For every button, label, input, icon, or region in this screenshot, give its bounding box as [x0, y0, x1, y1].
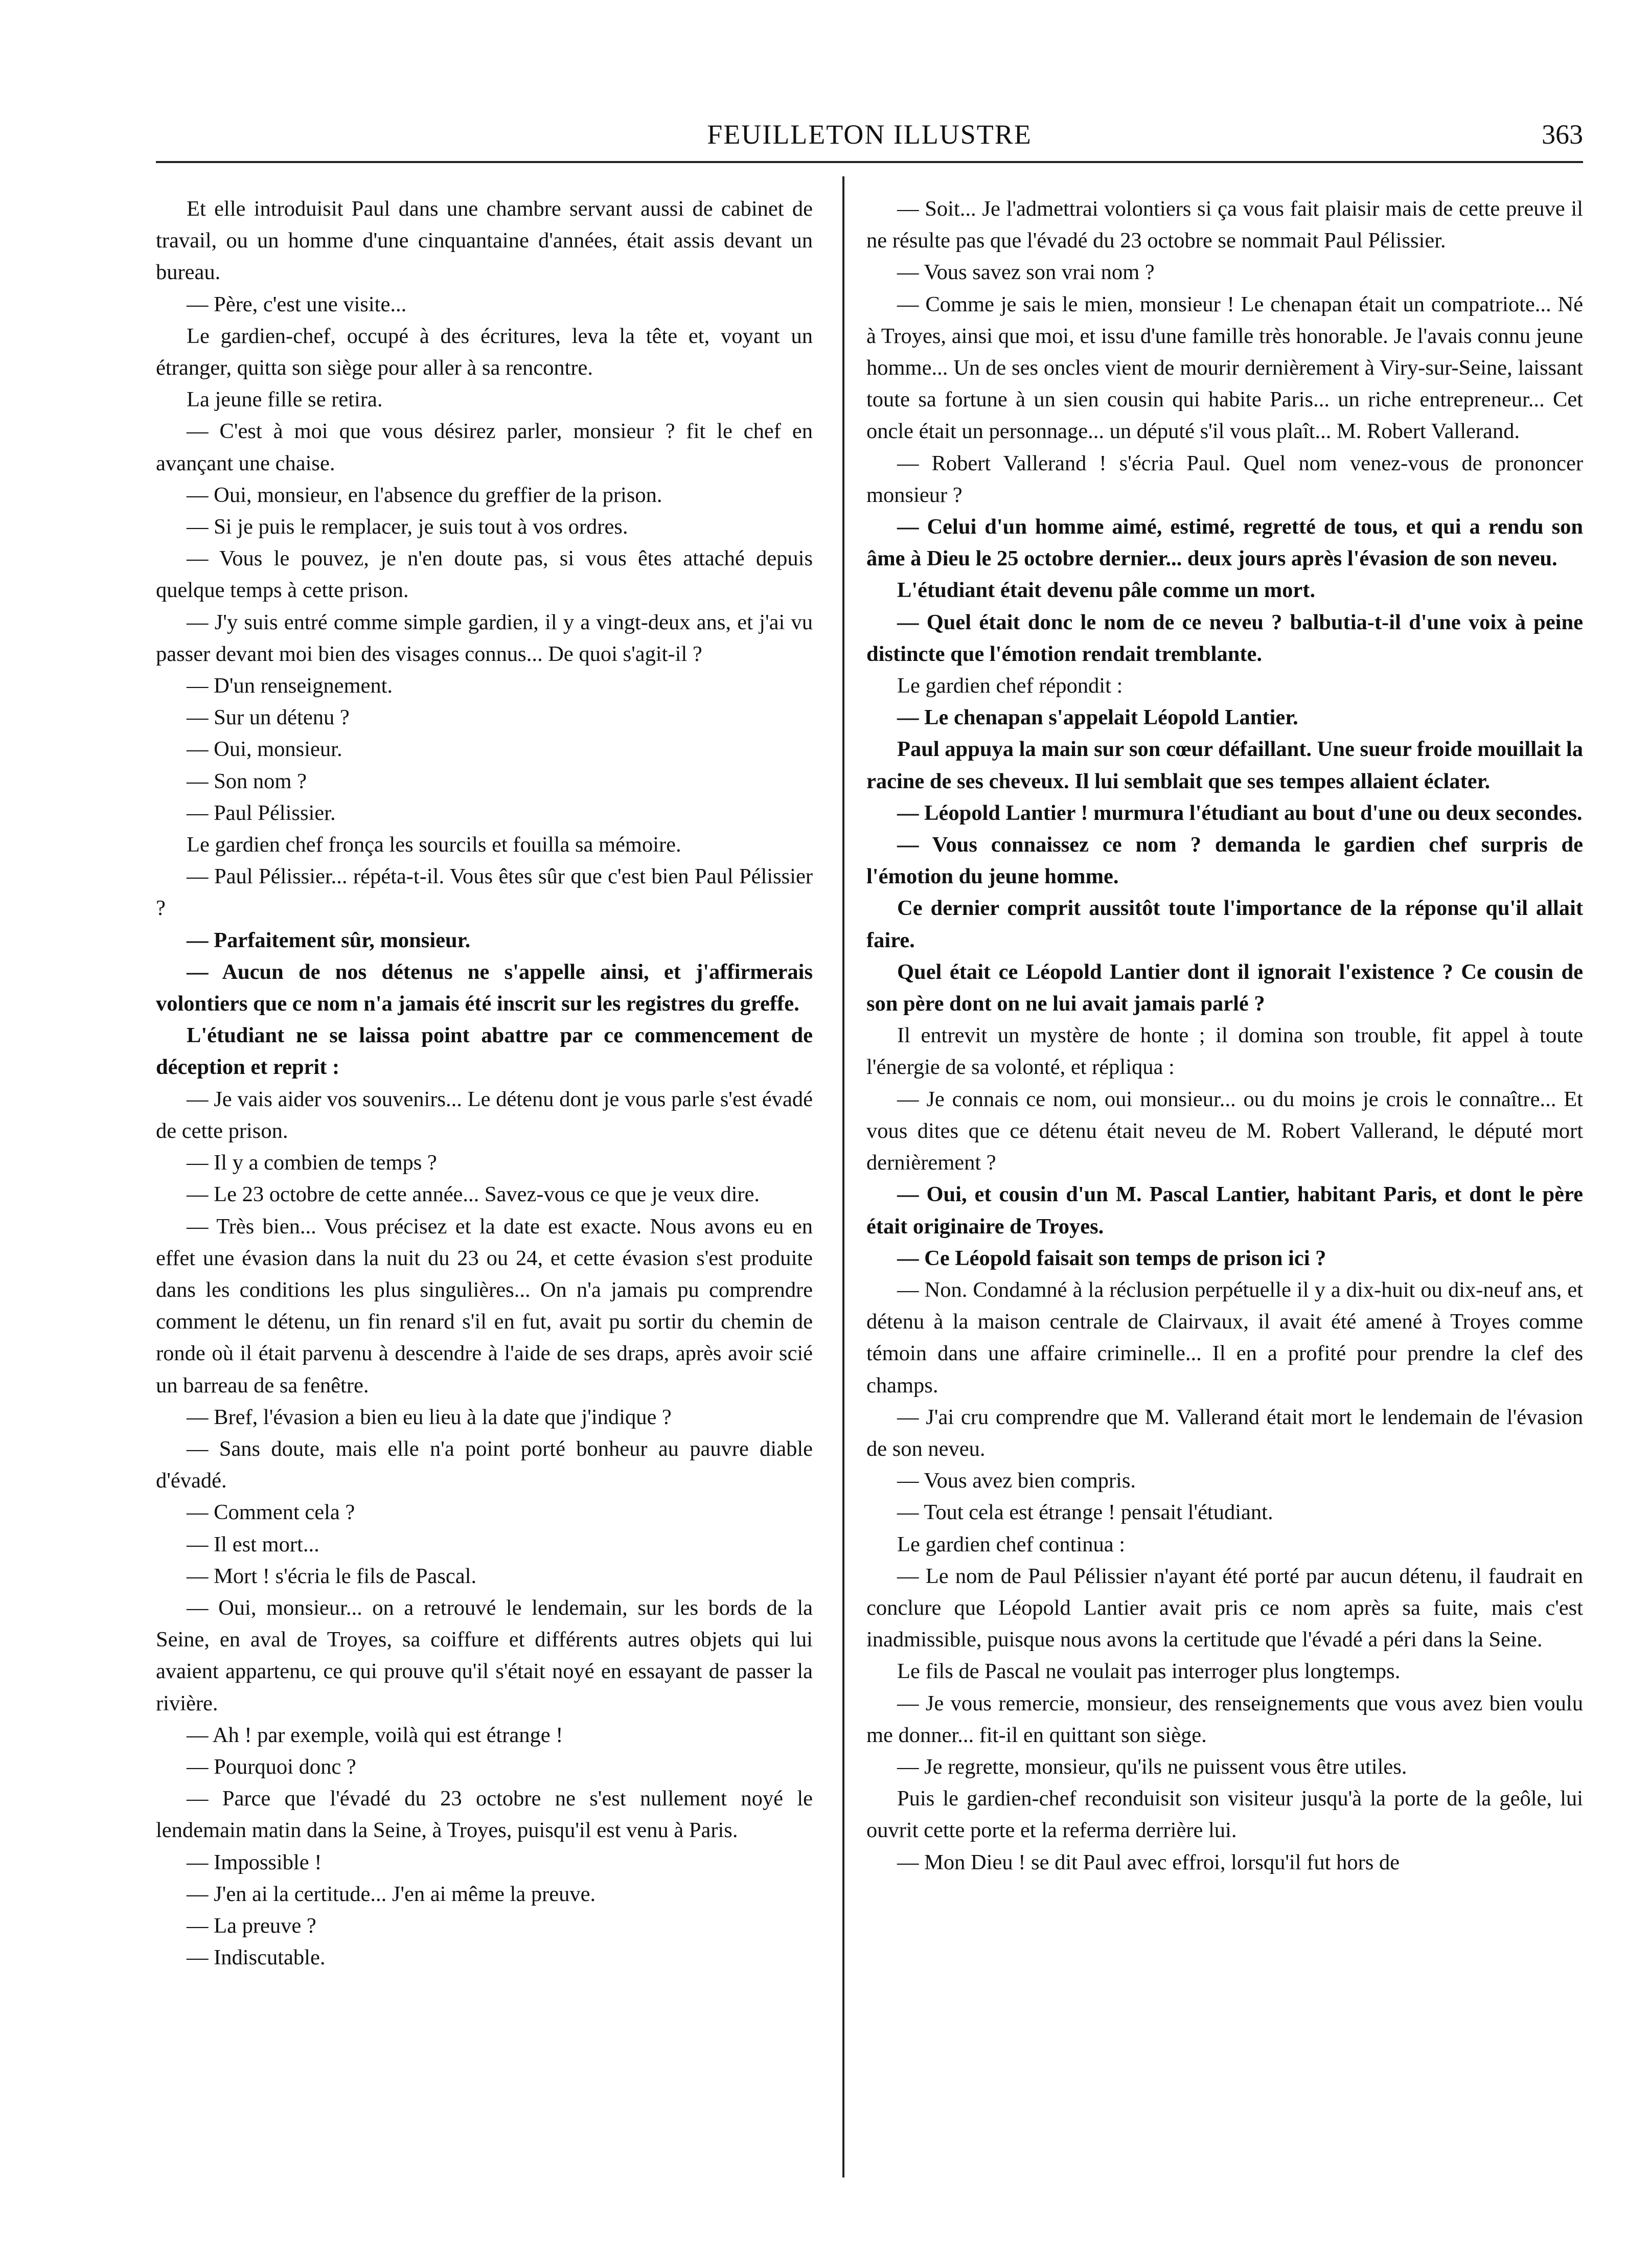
- paragraph: — Oui, monsieur, en l'absence du greffier de la prison.: [187, 483, 662, 507]
- paragraph: — J'ai cru comprendre que M. Vallerand était mort le lendemain de l'évasion de son neveu.: [866, 1405, 1583, 1461]
- paragraph: — Je regrette, monsieur, qu'ils ne puissent vous être utiles.: [897, 1754, 1407, 1779]
- paragraph: — Paul Pélissier... répéta-t-il. Vous êtes sûr que c'est bien Paul Pélissier ?: [156, 864, 813, 921]
- paragraph: — Quel était donc le nom de ce neveu ? balbutia-t-il d'une voix à peine distincte que l'émotion rendait tremblante.: [866, 610, 1583, 666]
- paragraph: — Vous le pouvez, je n'en doute pas, si vous êtes attaché depuis quelque temps à cette prison.: [156, 546, 813, 603]
- paragraph: Le gardien chef continua :: [897, 1532, 1126, 1556]
- paragraph: — Je vous remercie, monsieur, des renseignements que vous avez bien voulu me donner... fit-il en quittant son siège.: [866, 1691, 1583, 1747]
- running-title: FEUILLETON ILLUSTRE: [707, 119, 1032, 150]
- header-rule: [156, 161, 1583, 163]
- paragraph: — J'en ai la certitude... J'en ai même la preuve.: [187, 1882, 596, 1906]
- paragraph: Quel était ce Léopold Lantier dont il ignorait l'existence ? Ce cousin de son père dont on ne lui avait jamais parlé ?: [866, 959, 1583, 1016]
- paragraph: Puis le gardien-chef reconduisit son visiteur jusqu'à la porte de la geôle, lui ouvrit cette porte et la referma derrière lui.: [866, 1786, 1583, 1843]
- right-column: [866, 193, 1583, 1878]
- paragraph: Il entrevit un mystère de honte ; il domina son trouble, fit appel à toute l'énergie de sa volonté, et répliqua :: [866, 1023, 1583, 1080]
- paragraph: — Très bien... Vous précisez et la date est exacte. Nous avons eu en effet une évasion dans la nuit du 23 ou 24, et cette évasion s'est produite dans les conditions les plus singulières... On n'a jamais pu comprendre comment le détenu, un fin renard s'il en fut, avait pu sortir du chemin de ronde où il était parvenu à descendre à l'aide de ses draps, après avoir scié un barreau de sa fenêtre.: [156, 1214, 813, 1398]
- paragraph: — La preuve ?: [187, 1913, 316, 1938]
- paragraph: — Léopold Lantier ! murmura l'étudiant au bout d'une ou deux secondes.: [897, 800, 1583, 825]
- paragraph: — Le 23 octobre de cette année... Savez-vous ce que je veux dire.: [187, 1182, 760, 1207]
- paragraph: — Il est mort...: [187, 1532, 319, 1556]
- paragraph: — Non. Condamné à la réclusion perpétuelle il y a dix-huit ou dix-neuf ans, et détenu à la maison centrale de Clairvaux, il avait été amené à Troyes comme témoin dans une affaire criminelle... Il en a profité pour prendre la clef des champs.: [866, 1277, 1583, 1398]
- page-header: [156, 119, 1583, 159]
- paragraph: — Mort ! s'écria le fils de Pascal.: [187, 1564, 477, 1588]
- paragraph: — Paul Pélissier.: [187, 800, 336, 825]
- paragraph: — Robert Vallerand ! s'écria Paul. Quel nom venez-vous de prononcer monsieur ?: [866, 451, 1583, 507]
- paragraph: — Mon Dieu ! se dit Paul avec effroi, lorsqu'il fut hors de: [897, 1850, 1400, 1874]
- paragraph: — Je connais ce nom, oui monsieur... ou du moins je crois le connaître... Et vous dites que ce détenu était neveu de M. Robert Vallerand, le député mort dernièrement ?: [866, 1087, 1583, 1175]
- paragraph: — Vous connaissez ce nom ? demanda le gardien chef surpris de l'émotion du jeune homme.: [866, 833, 1583, 889]
- paragraph: Ce dernier comprit aussitôt toute l'importance de la réponse qu'il allait faire.: [866, 896, 1583, 952]
- paragraph: — Il y a combien de temps ?: [187, 1151, 437, 1175]
- paragraph: — Oui, monsieur.: [187, 737, 342, 762]
- paragraph: — J'y suis entré comme simple gardien, il y a vingt-deux ans, et j'ai vu passer devant moi bien des visages connus... De quoi s'agit-il ?: [156, 610, 813, 666]
- paragraph: — Indiscutable.: [187, 1945, 326, 1970]
- paragraph: — Si je puis le remplacer, je suis tout à vos ordres.: [187, 515, 628, 539]
- paragraph: — Aucun de nos détenus ne s'appelle ainsi, et j'affirmerais volontiers que ce nom n'a jamais été inscrit sur les registres du greffe.: [156, 959, 813, 1016]
- page-number: 363: [1542, 119, 1583, 150]
- paragraph: — Comment cela ?: [187, 1500, 355, 1525]
- paragraph: Le gardien-chef, occupé à des écritures, leva la tête et, voyant un étranger, quitta son siège pour aller à sa rencontre.: [156, 324, 813, 380]
- paragraph: — Le nom de Paul Pélissier n'ayant été porté par aucun détenu, il faudrait en conclure que Léopold Lantier avait pris ce nom après sa fuite, mais c'est inadmissible, puisque nous avons la certitude que l'évadé a péri dans la Seine.: [866, 1564, 1583, 1652]
- paragraph: — Bref, l'évasion a bien eu lieu à la date que j'indique ?: [187, 1405, 672, 1429]
- column-divider: [842, 176, 844, 2178]
- paragraph: — Sur un détenu ?: [187, 705, 350, 730]
- paragraph: — Père, c'est une visite...: [187, 292, 407, 316]
- paragraph: — Pourquoi donc ?: [187, 1754, 356, 1779]
- paragraph: Paul appuya la main sur son cœur défaillant. Une sueur froide mouillait la racine de ses cheveux. Il lui semblait que ses tempes allaient éclater.: [866, 737, 1583, 793]
- paragraph: — Parfaitement sûr, monsieur.: [187, 928, 471, 952]
- paragraph: — Impossible !: [187, 1850, 322, 1874]
- paragraph: — Sans doute, mais elle n'a point porté bonheur au pauvre diable d'évadé.: [156, 1436, 813, 1493]
- paragraph: Le gardien chef fronça les sourcils et fouilla sa mémoire.: [187, 833, 681, 857]
- paragraph: — Ce Léopold faisait son temps de prison ici ?: [897, 1246, 1326, 1270]
- paragraph: Le gardien chef répondit :: [897, 674, 1123, 698]
- paragraph: — Je vais aider vos souvenirs... Le détenu dont je vous parle s'est évadé de cette prison.: [156, 1087, 813, 1143]
- paragraph: — D'un renseignement.: [187, 674, 393, 698]
- paragraph: — Vous savez son vrai nom ?: [897, 260, 1155, 285]
- paragraph: — Parce que l'évadé du 23 octobre ne s'est nullement noyé le lendemain matin dans la Seine, à Troyes, puisqu'il est venu à Paris.: [156, 1786, 813, 1843]
- left-column: [156, 193, 813, 1974]
- paragraph: Le fils de Pascal ne voulait pas interroger plus longtemps.: [897, 1659, 1401, 1684]
- paragraph: — Son nom ?: [187, 769, 307, 793]
- paragraph: — Le chenapan s'appelait Léopold Lantier.: [897, 705, 1298, 730]
- paragraph: — Ah ! par exemple, voilà qui est étrange !: [187, 1723, 563, 1747]
- paragraph: — Oui, monsieur... on a retrouvé le lendemain, sur les bords de la Seine, en aval de Troyes, sa coiffure et différents autres objets qui lui avaient appartenu, ce qui prouve qu'il s'était noyé en essayant de passer la rivière.: [156, 1595, 813, 1715]
- paragraph: L'étudiant ne se laissa point abattre par ce commencement de déception et reprit :: [156, 1023, 813, 1080]
- paragraph: — Vous avez bien compris.: [897, 1469, 1136, 1493]
- paragraph: — Comme je sais le mien, monsieur ! Le chenapan était un compatriote... Né à Troyes, ainsi que moi, et issu d'une famille très honorable. Je l'avais connu jeune homme... Un de ses oncles vient de mourir dernièrement à Viry-sur-Seine, laissant toute sa fortune à un sien cousin qui habite Paris... un riche entrepreneur... Cet oncle était un personnage... un député s'il vous plaît... M. Robert Vallerand.: [866, 292, 1583, 444]
- paragraph: L'étudiant était devenu pâle comme un mort.: [897, 578, 1316, 603]
- paragraph: — C'est à moi que vous désirez parler, monsieur ? fit le chef en avançant une chaise.: [156, 419, 813, 475]
- paragraph: — Oui, et cousin d'un M. Pascal Lantier, habitant Paris, et dont le père était originaire de Troyes.: [866, 1182, 1583, 1239]
- paragraph: Et elle introduisit Paul dans une chambre servant aussi de cabinet de travail, ou un homme d'une cinquantaine d'années, était assis devant un bureau.: [156, 197, 813, 285]
- paragraph: La jeune fille se retira.: [187, 387, 383, 412]
- paragraph: — Tout cela est étrange ! pensait l'étudiant.: [897, 1500, 1273, 1525]
- paragraph: — Celui d'un homme aimé, estimé, regretté de tous, et qui a rendu son âme à Dieu le 25 octobre dernier... deux jours après l'évasion de son neveu.: [866, 515, 1583, 571]
- paragraph: — Soit... Je l'admettrai volontiers si ça vous fait plaisir mais de cette preuve il ne résulte pas que l'évadé du 23 octobre se nommait Paul Pélissier.: [866, 197, 1583, 253]
